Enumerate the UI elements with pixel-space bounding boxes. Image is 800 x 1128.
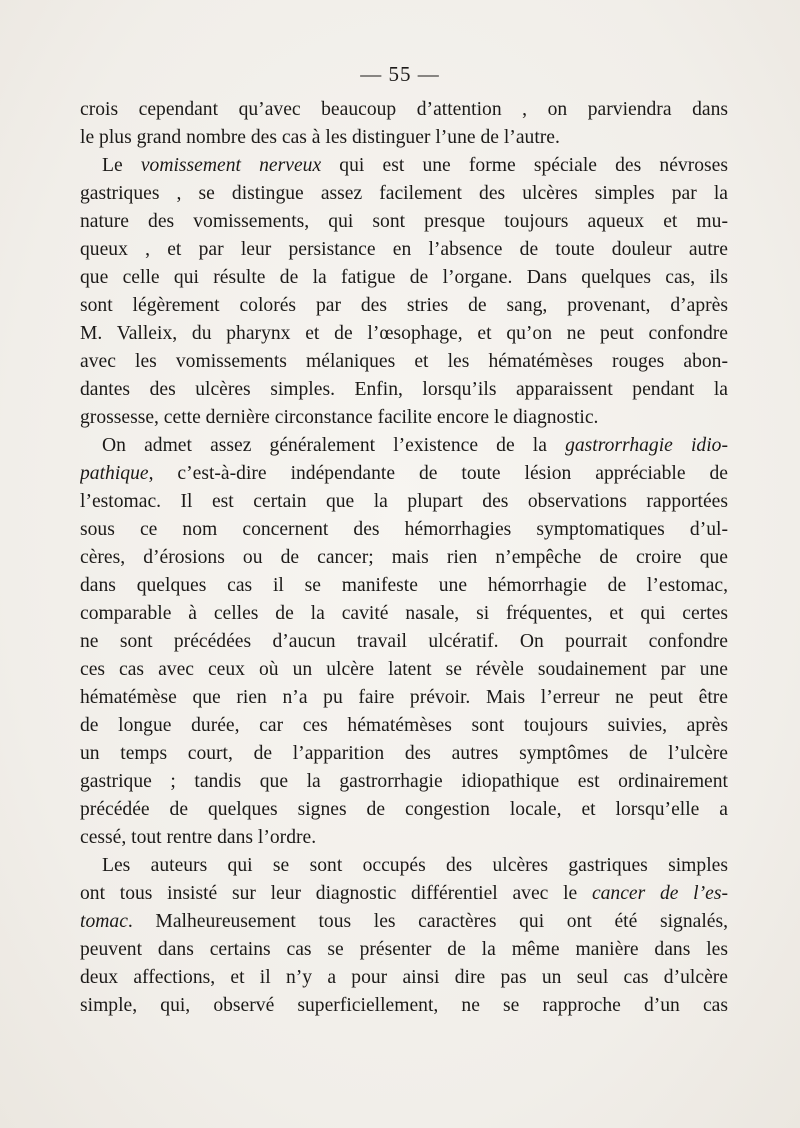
text-run: ont tous insisté sur leur diagnostic différentiel avec le	[80, 883, 592, 904]
text-line	[80, 880, 728, 908]
italic-term: vomissement nerveux	[140, 155, 322, 176]
text-run: précédée de quelques signes de congestion locale, et lorsqu’elle a	[80, 799, 728, 820]
text-line	[80, 236, 728, 264]
italic-term: tomac	[80, 911, 128, 932]
text-run: deux affections, et il n’y a pour ainsi dire pas un seul cas d’ulcère	[80, 967, 728, 988]
text-line	[80, 152, 728, 180]
text-line	[80, 712, 728, 740]
text-line	[80, 432, 728, 460]
text-run: hématémèse que rien n’a pu faire prévoir. Mais l’erreur ne peut être	[80, 687, 728, 708]
text-line	[80, 600, 728, 628]
text-run: dans quelques cas il se manifeste une hémorrhagie de l’estomac,	[80, 575, 728, 596]
paragraph	[80, 152, 728, 432]
text-line	[80, 320, 728, 348]
text-run: de longue durée, car ces hématémèses sont toujours suivies, après	[80, 715, 728, 736]
text-run: dantes des ulcères simples. Enfin, lorsqu’ils apparaissent pendant la	[80, 379, 728, 400]
text-line	[80, 572, 728, 600]
text-run: Le	[102, 155, 141, 176]
italic-term: pathique	[80, 463, 149, 484]
paragraph	[80, 852, 728, 1020]
text-line	[80, 964, 728, 992]
text-run: grossesse, cette dernière circonstance facilite encore le diagnostic.	[80, 407, 599, 428]
text-line	[80, 348, 728, 376]
text-run: sont légèrement colorés par des stries de sang, provenant, d’après	[80, 295, 728, 316]
text-run: , c’est-à-dire indépendante de toute lésion appréciable de	[148, 463, 728, 484]
text-line	[80, 544, 728, 572]
text-run: l’estomac. Il est certain que la plupart des observations rapportées	[80, 491, 728, 512]
text-line	[80, 488, 728, 516]
text-run: que celle qui résulte de la fatigue de l’organe. Dans quelques cas, ils	[80, 267, 728, 288]
text-run: queux , et par leur persistance en l’absence de toute douleur autre	[80, 239, 728, 260]
text-line	[80, 740, 728, 768]
text-run: On admet assez généralement l’existence de la	[102, 435, 566, 456]
text-line	[80, 264, 728, 292]
text-run: peuvent dans certains cas se présenter de la même manière dans les	[80, 939, 728, 960]
text-line	[80, 96, 728, 124]
text-line	[80, 376, 728, 404]
text-run: cères, d’érosions ou de cancer; mais rien n’empêche de croire que	[80, 547, 728, 568]
italic-term: gastrorrhagie idio-	[565, 435, 728, 456]
text-line	[80, 628, 728, 656]
text-run: M. Valleix, du pharynx et de l’œsophage, et qu’on ne peut confondre	[80, 323, 728, 344]
paragraph	[80, 432, 728, 852]
text-line	[80, 404, 728, 432]
text-line	[80, 180, 728, 208]
text-line	[80, 992, 728, 1020]
text-line	[80, 908, 728, 936]
text-line	[80, 208, 728, 236]
text-run: comparable à celles de la cavité nasale, si fréquentes, et qui certes	[80, 603, 728, 624]
text-line	[80, 852, 728, 880]
text-run: sous ce nom concernent des hémorrhagies symptomatiques d’ul-	[80, 519, 728, 540]
text-run: ne sont précédées d’aucun travail ulcératif. On pourrait confondre	[80, 631, 728, 652]
text-run: gastriques , se distingue assez facilement des ulcères simples par la	[80, 183, 728, 204]
text-run: crois cependant qu’avec beaucoup d’attention , on parviendra dans	[80, 99, 728, 120]
text-line	[80, 124, 728, 152]
text-line	[80, 796, 728, 824]
text-run: avec les vomissements mélaniques et les hématémèses rouges abon-	[80, 351, 728, 372]
text-run: le plus grand nombre des cas à les distinguer l’une de l’autre.	[80, 127, 560, 148]
text-line	[80, 936, 728, 964]
text-run: cessé, tout rentre dans l’ordre.	[80, 827, 317, 848]
text-run: Les auteurs qui se sont occupés des ulcères gastriques simples	[102, 855, 728, 876]
text-line	[80, 656, 728, 684]
text-line	[80, 460, 728, 488]
italic-term: cancer de l’es-	[591, 883, 728, 904]
text-run: un temps court, de l’apparition des autres symptômes de l’ulcère	[80, 743, 728, 764]
text-line	[80, 684, 728, 712]
text-run: qui est une forme spéciale des névroses	[321, 155, 728, 176]
text-line	[80, 824, 728, 852]
text-line	[80, 516, 728, 544]
text-line	[80, 292, 728, 320]
text-run: nature des vomissements, qui sont presque toujours aqueux et mu-	[80, 211, 728, 232]
text-run: . Malheureusement tous les caractères qui ont été signalés,	[127, 911, 728, 932]
text-run: gastrique ; tandis que la gastrorrhagie idiopathique est ordinairement	[80, 771, 728, 792]
paragraph	[80, 96, 728, 152]
page-number: — 55 —	[360, 62, 440, 86]
text-run: ces cas avec ceux où un ulcère latent se révèle soudainement par une	[80, 659, 728, 680]
text-run: simple, qui, observé superficiellement, ne se rapproche d’un cas	[80, 995, 728, 1016]
text-line	[80, 768, 728, 796]
body-text	[80, 96, 728, 1020]
